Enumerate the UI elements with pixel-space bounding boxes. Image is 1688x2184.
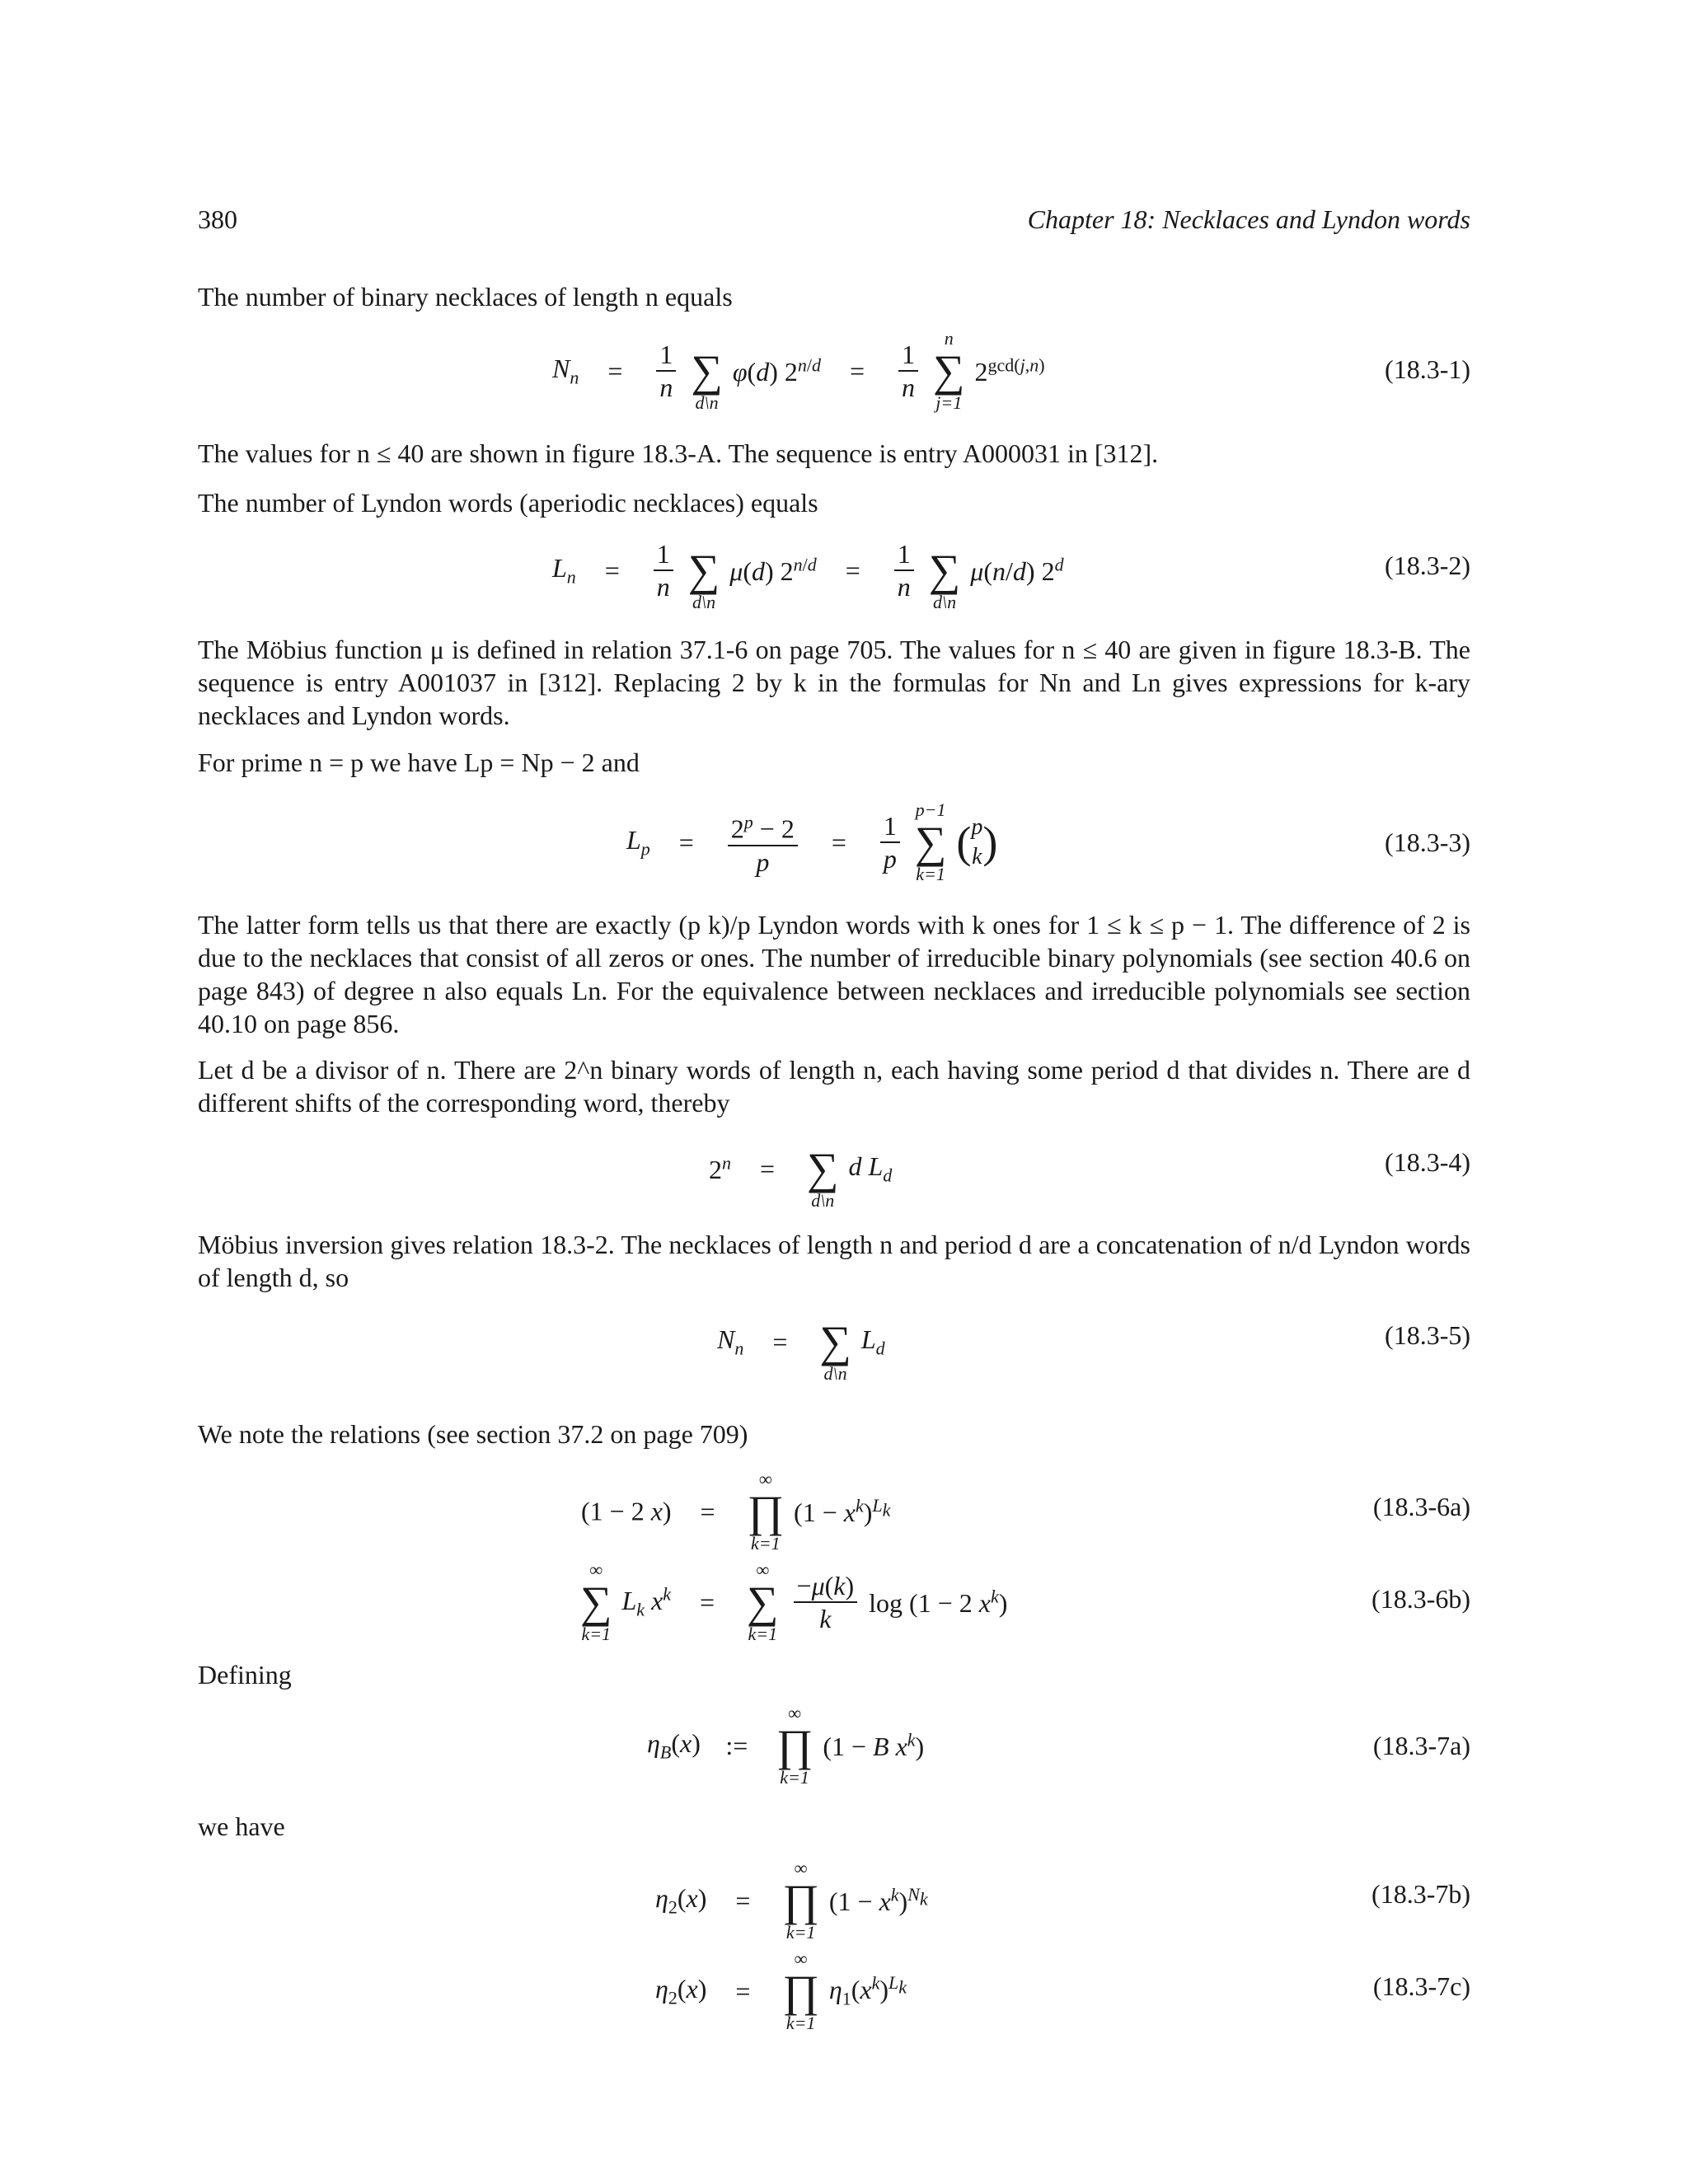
equation-number: (18.3-7c): [1372, 1971, 1470, 2001]
equation-number: (18.3-6b): [1372, 1584, 1470, 1614]
paragraph-4: The Möbius function μ is defined in relation 37.1-6 on page 705. The values for n ≤ 40 are given in figure 18.3-B. The sequence is entry A001037 in [312]. Replacing 2 by k in the formulas for Nn and Ln gives expressions for k-ary necklaces and Lyndon words.: [198, 635, 1470, 730]
paragraph-2: The values for n ≤ 40 are shown in figure 18.3-A. The sequence is entry A000031 in [312].: [198, 438, 1159, 468]
chapter-title: Chapter 18: Necklaces and Lyndon words: [1027, 204, 1470, 234]
equation-18-3-7b: $\eta_2(x)$ = ∞ ∏ k=1 $(1 - x^k)^{N_k}$: [655, 1858, 928, 1943]
equation-number: (18.3-5): [1385, 1320, 1470, 1350]
equation-18-3-5: $N_n$ = ∑ d\n $L_d$: [717, 1317, 885, 1384]
equation-18-3-1: $N_n$ = $\frac{1}{n}$ ∑ d\n φ(d) $2^{n/d}$ = $\frac{1}{n}$ n ∑ j=1 $2^{gcd(j,n)}$: [552, 328, 1045, 413]
paragraph-10: Defining: [198, 1660, 292, 1690]
paragraph-1: The number of binary necklaces of length n equals: [198, 282, 733, 312]
paragraph-11: we have: [198, 1811, 285, 1841]
equation-number: (18.3-1): [1385, 354, 1470, 384]
equation-number: (18.3-4): [1385, 1147, 1470, 1177]
paragraph-3: The number of Lyndon words (aperiodic necklaces) equals: [198, 488, 818, 518]
paragraph-9: We note the relations (see section 37.2 on page 709): [198, 1419, 748, 1449]
paragraph-5: For prime n = p we have Lp = Np − 2 and: [198, 748, 640, 777]
paragraph-8: Möbius inversion gives relation 18.3-2. The necklaces of length n and period d are a concatenation of n/d Lyndon words of length d, so: [198, 1230, 1470, 1292]
equation-number: (18.3-2): [1385, 551, 1470, 580]
equation-number: (18.3-7a): [1372, 1731, 1470, 1760]
equation-18-3-4: 2$^n$ = ∑ d\n d $L_d$: [709, 1144, 893, 1211]
equation-18-3-2: $L_n$ = $\frac{1}{n}$ ∑ d\n μ(d) $2^{n/d}$ = $\frac{1}{n}$ ∑ d\n μ(n/d) 2$^d$: [552, 539, 1064, 612]
equation-18-3-6b: ∞ ∑ k=1 $L_k$ $x^k$ = ∞ ∑ k=1 $\frac{-\mu(k)}{k}$ log (1 − 2 $x^k$): [580, 1559, 1008, 1644]
equation-number: (18.3-7b): [1372, 1879, 1470, 1909]
paragraph-7: Let d be a divisor of n. There are 2^n binary words of length n, each having some period d that divides n. There are d different shifts of the corresponding word, thereby: [198, 1055, 1470, 1118]
page-number: 380: [198, 204, 237, 234]
paragraph-6: The latter form tells us that there are exactly (p k)/p Lyndon words with k ones for 1 ≤ k ≤ p − 1. The difference of 2 is due to the necklaces that consist of all zeros or ones. The number of irreducible binary polynomials (see section 40.6 on page 843) of degree n also equals Ln. For the equivalence between necklaces and irreducible polynomials see section 40.10 on page 856.: [198, 910, 1470, 1038]
equation-number: (18.3-3): [1385, 827, 1470, 857]
equation-18-3-7c: $\eta_2(x)$ = ∞ ∏ k=1 $\eta_1(x^k)^{L_k}$: [655, 1948, 907, 2033]
equation-18-3-6a: (1 − 2 x) = ∞ ∏ k=1 $(1 - x^k)^{L_k}$: [581, 1469, 891, 1554]
equation-18-3-3: $L_p$ = $\frac{2^p - 2}{p}$ = $\frac{1}{p}$ p−1 ∑ k=1 (p k): [626, 799, 998, 884]
equation-number: (18.3-6a): [1372, 1492, 1470, 1521]
equation-18-3-7a: $\eta_B(x)$ := ∞ ∏ k=1 (1 − B $x^k$): [647, 1703, 925, 1788]
